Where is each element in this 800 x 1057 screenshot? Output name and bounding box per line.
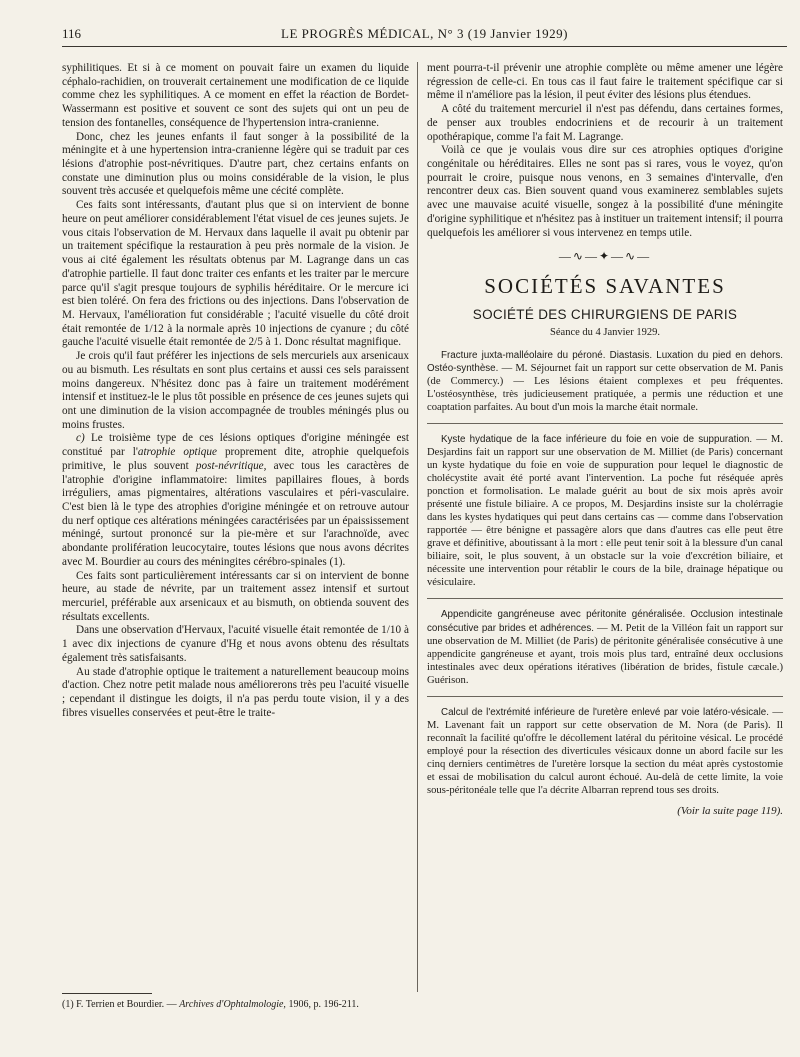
report-body: — M. Séjournet fait un rapport sur cette observation de M. Panis (de Commercy.) — Les lésions étaient complexes et peu fréquentes. L'ostéosynthèse, très judicieusement pratiquée, a permis une réduction et une coaptation parfaites. Au bout d'un mois la marche était normale. (427, 363, 783, 414)
para-c-prefix: c) (76, 432, 85, 445)
para-c-emphasis: atrophie optique (137, 446, 217, 459)
paragraph: Donc, chez les jeunes enfants il faut songer à la possibilité de la méningite et à une hypertension intra-cranienne légère qui se traduit par ces lésions d'atrophie post-névritiques. D'autre part, chez certains enfants on constate une diminution plus ou moins considérable de la vision, le plus souvent très accusée et quelquefois même une cécité complète. (62, 130, 409, 198)
report-title: Kyste hydatique de la face inférieure du foie en voie de suppuration. (441, 434, 753, 446)
report (427, 433, 783, 589)
report (427, 608, 783, 686)
paragraph: Dans une observation d'Hervaux, l'acuité visuelle était remontée de 1/10 à 1 avec dix injections de cyanure d'Hg et nous avons obtenu des résultats également très satisfaisants. (62, 624, 409, 664)
paragraph: Ces faits sont particulièrement intéressants car si on intervient de bonne heure, au stade de névrite, par un traitement assez intensif et surtout mercuriel, préférable aux arsenicaux et au bismuth, on obtienda souvent des résultats excellents. (62, 569, 409, 623)
continued-reference: (Voir la suite page 119). (677, 804, 783, 817)
paragraph: Au stade d'atrophie optique le traitement a naturellement beaucoup moins d'action. Chez notre petit malade nous améliorerons très peu l'acuité visuelle ; cependant il distingue les doigts, il n'a pas perdu toute vision, il y a des fibres visuelles conservées et peut-être le traite- (62, 665, 409, 719)
report (427, 349, 783, 414)
divider (427, 696, 783, 697)
report-title: Appendicite gangréneuse avec péritonite généralisée. Occlusion intestinale consécutive par brides et adhérences. (427, 609, 783, 634)
report-body: — M. Petit de la Villéon fait un rapport sur une observation de M. Milliet (de Paris) de péritonite généralisée consécutive à une appendicite gangréneuse et ayant, trois mois plus tard, entraîné deux occlusions intestinales avec deux opérations itératives (libération de brides, fistule cæcale.) Guérison. (427, 622, 783, 686)
paragraph: A côté du traitement mercuriel il n'est pas défendu, dans certaines formes, de penser aux troubles endocriniens et de recourir à un traitement opothérapique, comme l'a fait M. Lagrange. (427, 103, 783, 143)
section-title: SOCIÉTÉS SAVANTES (484, 274, 726, 299)
society-name: SOCIÉTÉ DES CHIRURGIENS DE PARIS (472, 306, 738, 322)
report-title: Fracture juxta-malléolaire du péroné. Diastasis. Luxation du pied en dehors. Ostéo-synthèse. (427, 350, 783, 375)
para-c-text: avec tous les caractères de l'atrophie d'origine inflammatoire: limites papillaires floues, à bords irréguliers, amas pigmentaires, altérations vasculaires et péri-vasculaire. C'est bien là le type des atrophies d'origine méningée et on retrouve autour du nerf optique ces altérations méningées caractérisées par un épaississement méningé, surtout prononcé sur la pie-mère et sur l'arachnoïde, avec abondante prolifération leucocytaire, toutes lésions que nous avons décrites avec M. Bourdier au cours des méningites cérébro-spinales (1). (62, 459, 409, 568)
report (427, 706, 783, 797)
paragraph: syphilitiques. Et si à ce moment on pouvait faire un examen du liquide céphalo-rachidien, on trouverait certainement une modification de ce liquide comme chez les syphilitiques. A ce moment en effet la réaction de Bordet-Wassermann est positive et souvent ce sont des sujets qui ont un peu de tension des fontanelles, conséquence de l'hypertension intra-cranienne. (62, 62, 409, 129)
footnote-journal: Archives d'Ophtalmologie, (179, 999, 286, 1010)
divider (427, 598, 783, 599)
running-head (62, 24, 787, 47)
report-body: — M. Lavenant fait un rapport sur cette observation de M. Nora (de Paris). Il reconnaît la facilité qu'offre le décollement latéral du péritoine vésical. Le procédé employé pour la résection des diverticules vésicaux donne un abord facile sur les cinq derniers centimètres de l'uretère lorsque la section du méat après cystostomie et essai de mobilisation du calcul auront échoué. Au-delà de cette limite, la voie sous-péritonéale telle que l'a décrite Albarran reprend tous ses droits. (427, 706, 783, 796)
paragraph: Ces faits sont intéressants, d'autant plus que si on intervient de bonne heure on peut améliorer considérablement l'état visuel de ces jeunes sujets. Je vous citais l'observation de M. Hervaux dans laquelle il avait pu obtenir par un traitement spécifique la restauration à peu près normale de la vision. Je vous ai cité également les résultats obtenus par M. Lagrange dans un cas d'atrophie partielle. Il faut donc traiter ces enfants et les traiter par le mercure parce qu'il s'agit presque toujours de syphilis héréditaire. Or le mercure ici est bien toléré. On fera des frictions ou des injections. Dans l'observation de M. Hervaux, l'amélioration fut considérable ; l'acuité visuelle du côté droit était remontée de 1/12 à la normale après 10 injections de cyanure ; du côté gauche l'acuité visuelle était remontée de 2/5 à 1. Donc résultat magnifique. (62, 199, 409, 349)
report-title: Calcul de l'extrémité inférieure de l'uretère enlevé par voie latéro-vésicale. (441, 706, 769, 718)
para-c-text: proprement dite, atrophie quelquefois primitive, le plus souvent (62, 446, 409, 472)
footnote-rule (62, 993, 152, 994)
session-date: Séance du 4 Janvier 1929. (550, 326, 660, 338)
para-c-text: Le troisième type de ces lésions optiques d'origine méningée est constitué par l' (62, 432, 409, 459)
paragraph: Je crois qu'il faut préférer les injections de sels mercuriels aux arsenicaux ou au bismuth. Les résultats en sont plus certains et aussi ces sels paraissent moins dangereux. N'hésitez donc pas à faire un traitement modérément intensif et instituez-le le plus tôt possible en présence de ces jeunes sujets qui ont une diminution de la vision accompagnée de troubles méningés plus ou moins frustes. (62, 350, 409, 431)
footnote (62, 999, 409, 1012)
paragraph: ment pourra-t-il prévenir une atrophie complète ou même amener une légère régression de celle-ci. En tous cas il faut faire le traitement spécifique car si même il n'améliore pas la lésion, il peut éviter des lésions plus étendues. (427, 62, 783, 102)
footnote-text: 1906, p. 196-211. (285, 999, 359, 1010)
column-divider (417, 62, 418, 992)
report-body: — M. Desjardins fait un rapport sur une observation de M. Milliet (de Paris) concernant un kyste hydatique du foie en voie de suppuration pour lequel le diagnostic de cholécystite avait été porté avant l'intervention. La poche fut réséquée après ponction et formolisation. Le malade guérit au bout de six mois après avoir présenté une fistule biliaire. A ce propos, M. Desjardins insiste sur la cholérragie dans les kystes hydatiques qui peut dans certains cas — comme dans l'observation rapportée — être bénigne et passagère alors que dans d'autres cas elle peut être grave et définitive, aboutissant à la mort : elle peut tenir soit à la blessure d'un canal biliaire, soit, le plus souvent, à un obstacle sur la voie d'excrétion biliaire, et nécessite une intervention pour rétablir le cours de la bile, drainage hépatique ou vésiculaire. (427, 434, 783, 589)
para-c-emphasis: post-névritique, (195, 459, 267, 472)
paragraph-c (62, 432, 409, 569)
divider (427, 423, 783, 424)
right-column (427, 62, 783, 818)
ornament-rule: —∿—✦—∿— (558, 249, 652, 264)
journal-title: LE PROGRÈS MÉDICAL, N° 3 (19 Janvier 1929) (281, 26, 568, 41)
footnote-text: (1) F. Terrien et Bourdier. — (62, 999, 180, 1010)
page-number: 116 (62, 26, 82, 41)
left-column (62, 62, 409, 721)
paragraph: Voilà ce que je voulais vous dire sur ces atrophies optiques d'origine congénitale ou héréditaires. Elles ne sont pas si rares, vous le voyez, qu'on pourrait le croire, puisque nous venons, en 3 semaines d'intervalle, d'en rencontrer deux cas. Bien souvent quand vous examinerez semblables sujets avec une mauvaise acuité visuelle, songez à la possibilité d'une méningite d'origine syphilitique et n'hésitez pas à instituer un traitement intensif; il pourra quelquefois les améliorer si vous intervenez en temps utile. (427, 144, 783, 239)
